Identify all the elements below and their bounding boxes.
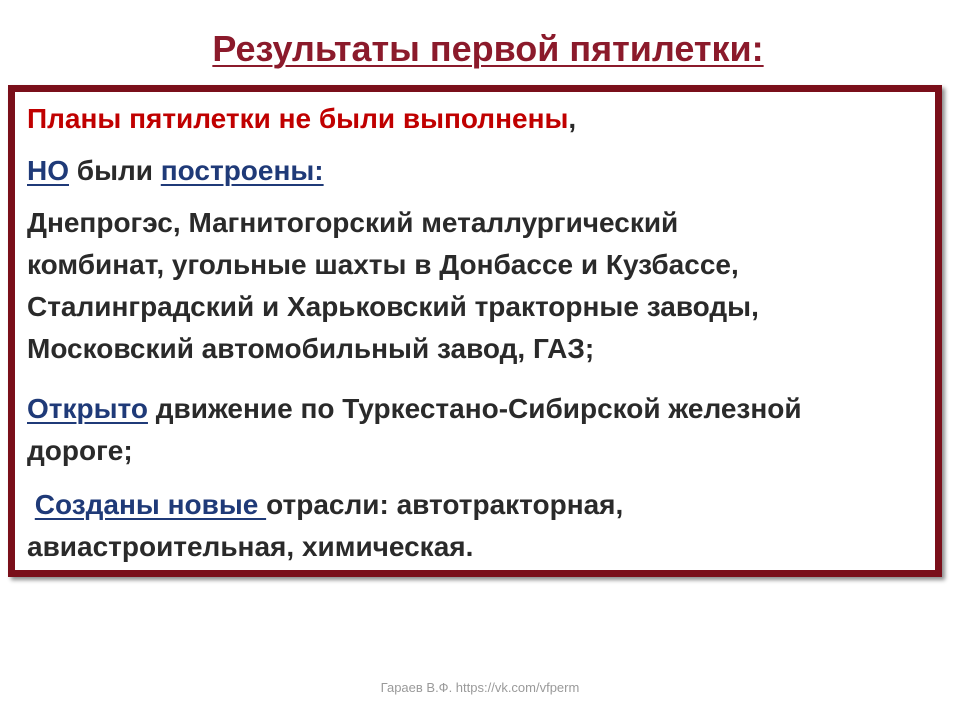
paragraph-built-objects (27, 202, 759, 370)
slide-title: Результаты первой пятилетки: (212, 28, 764, 69)
turksib-line-2: дороге; (27, 435, 133, 466)
built-objects-line-4: Московский автомобильный завод, ГАЗ; (27, 333, 595, 364)
created-new-underlined: Созданы новые (34, 489, 267, 520)
turksib-line-1: движение по Туркестано-Сибирской железной (147, 393, 802, 424)
plans-not-fulfilled-text: Планы пятилетки не были выполнены (27, 103, 569, 134)
built-objects-line-1: Днепрогэс, Магнитогорский металлургический (27, 207, 679, 238)
plans-comma: , (568, 103, 577, 134)
new-industries-line-2: авиастроительная, химическая. (27, 531, 474, 562)
paragraph-new-industries (27, 484, 623, 568)
footer-credit: Гараев В.Ф. https://vk.com/vfperm (380, 680, 580, 695)
new-industries-line-1: отрасли: автотракторная, (266, 489, 624, 520)
opened-underlined: Открыто (27, 393, 148, 424)
new-industries-lead-space (27, 489, 35, 520)
content-box (8, 85, 942, 577)
but-underlined: НО (27, 155, 69, 186)
built-underlined: построены: (160, 155, 324, 186)
were-text: были (69, 155, 161, 186)
paragraph-plans-not-fulfilled (27, 98, 576, 140)
built-objects-line-2: комбинат, угольные шахты в Донбассе и Кузбассе, (27, 249, 739, 280)
built-objects-line-3: Сталинградский и Харьковский тракторные заводы, (27, 291, 759, 322)
paragraph-but-built (27, 150, 324, 192)
paragraph-turksib (27, 388, 802, 472)
